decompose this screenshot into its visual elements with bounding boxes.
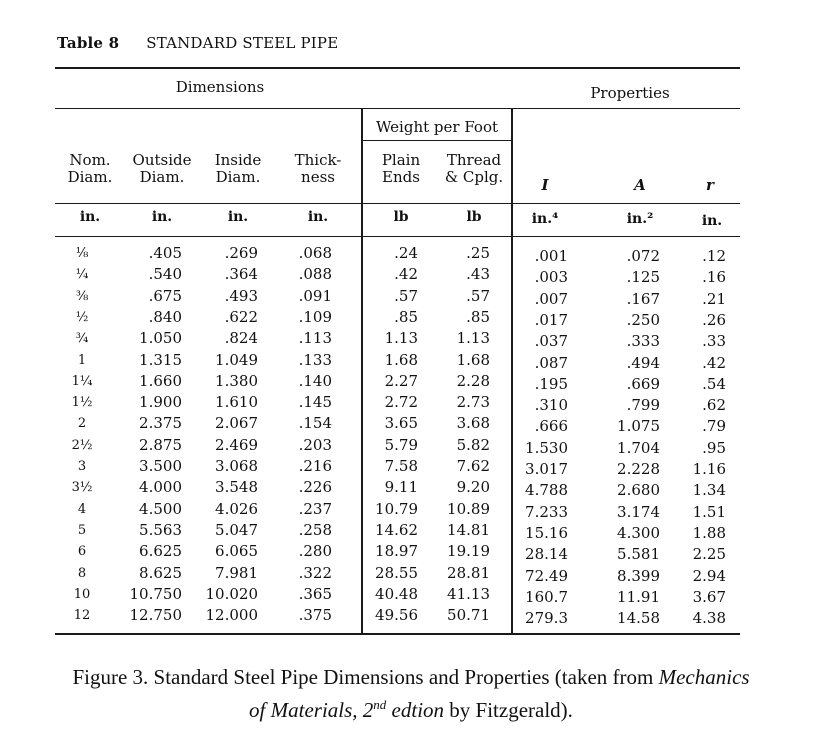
unit-pe: lb xyxy=(393,209,409,225)
cell-nom: ⅛ xyxy=(75,246,89,261)
caption-italic-edition: edtion xyxy=(386,698,445,722)
header-pe-1: Plain xyxy=(381,151,421,169)
cell-I: .001 xyxy=(534,247,568,265)
cell-r: .21 xyxy=(702,289,726,308)
cell-od: 10.750 xyxy=(129,584,182,603)
header-th-2: ness xyxy=(301,168,335,186)
cell-od: 12.750 xyxy=(129,606,182,625)
cell-plain-ends: .85 xyxy=(394,307,418,326)
cell-r: .12 xyxy=(702,247,726,265)
cell-thickness: .237 xyxy=(298,499,332,518)
cell-nom: 12 xyxy=(73,608,91,624)
table-title: STANDARD STEEL PIPE xyxy=(146,34,339,52)
cell-I: .007 xyxy=(534,289,568,308)
cell-thickness: .068 xyxy=(298,244,332,262)
cell-id: .364 xyxy=(224,265,258,284)
cell-thread-cplg: 19.19 xyxy=(447,542,490,561)
cell-A: 4.300 xyxy=(617,523,660,542)
cell-id: 12.000 xyxy=(205,606,258,625)
cell-nom: 2½ xyxy=(71,437,93,453)
cell-od: 5.563 xyxy=(139,520,182,539)
cell-thickness: .203 xyxy=(298,435,332,454)
cell-r: .26 xyxy=(702,310,726,329)
cell-A: .125 xyxy=(626,268,660,287)
cell-id: 2.469 xyxy=(215,435,258,454)
header-outside-diam xyxy=(128,152,196,186)
cell-I: 4.788 xyxy=(525,481,568,500)
cell-thread-cplg: .85 xyxy=(466,307,490,326)
cell-thickness: .154 xyxy=(298,414,332,433)
bottom-rule xyxy=(55,633,740,635)
cell-plain-ends: 28.55 xyxy=(375,563,418,582)
unit-th: in. xyxy=(307,209,329,225)
cell-nom: 10 xyxy=(73,586,91,602)
cell-id: 4.026 xyxy=(215,499,258,518)
cell-id: .622 xyxy=(224,307,258,326)
cell-r: .95 xyxy=(702,438,726,457)
cell-id: 7.981 xyxy=(215,563,258,582)
cell-A: 1.075 xyxy=(617,417,660,436)
cell-I: 28.14 xyxy=(525,545,568,564)
cell-od: .540 xyxy=(148,265,182,284)
header-od-2: Diam. xyxy=(139,168,185,186)
cell-r: 1.51 xyxy=(692,502,726,521)
cell-r: 1.34 xyxy=(692,481,726,500)
group-weight-per-foot: Weight per Foot xyxy=(375,118,499,136)
cell-r: 2.94 xyxy=(692,566,726,585)
cell-I: 160.7 xyxy=(525,587,568,606)
cell-od: 1.315 xyxy=(139,350,182,369)
cell-thread-cplg: 2.73 xyxy=(456,393,490,412)
cell-plain-ends: .24 xyxy=(394,244,418,262)
cell-thread-cplg: .25 xyxy=(466,244,490,262)
caption-suffix: by Fitzgerald). xyxy=(444,698,573,722)
cell-plain-ends: 9.11 xyxy=(384,478,418,497)
weight-left-rule xyxy=(361,108,363,635)
cell-thickness: .375 xyxy=(298,606,332,625)
cell-thread-cplg: 2.28 xyxy=(456,371,490,390)
cell-thickness: .280 xyxy=(298,542,332,561)
cell-od: 8.625 xyxy=(139,563,182,582)
cell-thread-cplg: 7.62 xyxy=(456,457,490,475)
cell-od: 4.500 xyxy=(139,499,182,518)
cell-thread-cplg: 1.68 xyxy=(456,350,490,369)
cell-I: .037 xyxy=(534,332,568,351)
cell-A: 11.91 xyxy=(617,587,660,606)
cell-A: .167 xyxy=(626,289,660,308)
header-id-2: Diam. xyxy=(215,168,261,186)
cell-thread-cplg: 10.89 xyxy=(447,499,490,518)
cell-I: .310 xyxy=(534,396,568,415)
cell-plain-ends: 1.13 xyxy=(384,329,418,348)
cell-thread-cplg: .57 xyxy=(466,286,490,305)
cell-I: .195 xyxy=(534,374,568,393)
table-heading xyxy=(57,34,338,52)
cell-r: .42 xyxy=(702,353,726,372)
cell-nom: 1¼ xyxy=(71,373,93,389)
table-number: Table 8 xyxy=(57,34,120,52)
header-I: I xyxy=(541,176,549,194)
cell-thickness: .113 xyxy=(298,329,332,348)
cell-I: 3.017 xyxy=(525,460,568,478)
cell-nom: 6 xyxy=(77,544,87,560)
cell-A: 14.58 xyxy=(617,609,660,628)
header-bottom-rule xyxy=(55,203,740,204)
cell-od: 4.000 xyxy=(139,478,182,497)
cell-thickness: .365 xyxy=(298,584,332,603)
cell-id: 3.068 xyxy=(215,457,258,475)
cell-id: 3.548 xyxy=(215,478,258,497)
cell-od: 2.875 xyxy=(139,435,182,454)
cell-thickness: .091 xyxy=(298,286,332,305)
cell-nom: 3½ xyxy=(71,480,93,496)
cell-od: 3.500 xyxy=(139,457,182,475)
header-id-1: Inside xyxy=(214,151,262,169)
cell-id: .824 xyxy=(224,329,258,348)
cell-thread-cplg: 3.68 xyxy=(456,414,490,433)
cell-nom: ¾ xyxy=(75,331,89,347)
cell-A: 2.228 xyxy=(617,460,660,478)
cell-r: 4.38 xyxy=(692,609,726,628)
cell-A: 3.174 xyxy=(617,502,660,521)
cell-plain-ends: 2.27 xyxy=(384,371,418,390)
cell-id: 1.049 xyxy=(215,350,258,369)
cell-plain-ends: 2.72 xyxy=(384,393,418,412)
cell-A: .669 xyxy=(626,374,660,393)
header-tc-1: Thread xyxy=(446,151,502,169)
cell-id: 6.065 xyxy=(215,542,258,561)
cell-nom: 4 xyxy=(77,501,87,517)
cell-od: 2.375 xyxy=(139,414,182,433)
header-nom-1: Nom. xyxy=(69,151,111,169)
cell-nom: 1 xyxy=(77,352,87,368)
cell-A: .250 xyxy=(626,310,660,329)
cell-r: 2.25 xyxy=(692,545,726,564)
cell-thickness: .109 xyxy=(298,307,332,326)
cell-thickness: .140 xyxy=(298,371,332,390)
group-rule xyxy=(55,108,740,109)
cell-A: 2.680 xyxy=(617,481,660,500)
cell-I: .666 xyxy=(534,417,568,436)
cell-thickness: .145 xyxy=(298,393,332,412)
cell-thickness: .322 xyxy=(298,563,332,582)
unit-r: in. xyxy=(701,213,723,229)
cell-thread-cplg: 5.82 xyxy=(456,435,490,454)
cell-plain-ends: 14.62 xyxy=(375,520,418,539)
figure-caption xyxy=(0,663,822,724)
cell-od: .840 xyxy=(148,307,182,326)
cell-id: 1.610 xyxy=(215,393,258,412)
cell-nom: 5 xyxy=(77,522,87,538)
cell-r: .62 xyxy=(702,396,726,415)
cell-od: .675 xyxy=(148,286,182,305)
weight-rule xyxy=(362,140,512,141)
cell-od: .405 xyxy=(148,244,182,262)
cell-thickness: .133 xyxy=(298,350,332,369)
cell-nom: 8 xyxy=(77,565,87,581)
unit-tc: lb xyxy=(466,209,482,225)
cell-I: .003 xyxy=(534,268,568,287)
cell-id: 2.067 xyxy=(215,414,258,433)
cell-plain-ends: 1.68 xyxy=(384,350,418,369)
unit-I: in.⁴ xyxy=(531,211,559,227)
cell-id: .269 xyxy=(224,244,258,262)
cell-thread-cplg: 28.81 xyxy=(447,563,490,582)
cell-I: 279.3 xyxy=(525,609,568,628)
cell-r: 1.16 xyxy=(692,460,726,478)
cell-r: 3.67 xyxy=(692,587,726,606)
cell-r: .54 xyxy=(702,374,726,393)
cell-plain-ends: 3.65 xyxy=(384,414,418,433)
cell-id: 5.047 xyxy=(215,520,258,539)
cell-r: .16 xyxy=(702,268,726,287)
cell-plain-ends: 10.79 xyxy=(375,499,418,518)
cell-nom: ⅜ xyxy=(75,288,89,304)
caption-italic-mechanics: Mechanics xyxy=(658,665,750,689)
cell-od: 1.660 xyxy=(139,371,182,390)
cell-plain-ends: .57 xyxy=(394,286,418,305)
cell-thickness: .226 xyxy=(298,478,332,497)
caption-line-2 xyxy=(0,691,822,724)
cell-r: .33 xyxy=(702,332,726,351)
cell-A: .494 xyxy=(626,353,660,372)
caption-prefix: Figure 3. Standard Steel Pipe Dimensions and Properties (taken from xyxy=(72,665,659,689)
cell-nom: 3 xyxy=(77,459,87,474)
cell-thickness: .088 xyxy=(298,265,332,284)
header-od-1: Outside xyxy=(132,151,192,169)
cell-I: 15.16 xyxy=(525,523,568,542)
cell-nom: ¼ xyxy=(75,267,89,283)
cell-I: .017 xyxy=(534,310,568,329)
units-bottom-rule xyxy=(55,236,740,237)
cell-nom: 2 xyxy=(77,416,87,432)
cell-thread-cplg: 1.13 xyxy=(456,329,490,348)
top-rule xyxy=(55,67,740,69)
cell-thread-cplg: 9.20 xyxy=(456,478,490,497)
cell-od: 6.625 xyxy=(139,542,182,561)
group-dimensions: Dimensions xyxy=(175,78,265,96)
cell-thread-cplg: .43 xyxy=(466,265,490,284)
header-thread-cplg xyxy=(440,152,508,186)
cell-id: .493 xyxy=(224,286,258,305)
cell-r: .79 xyxy=(702,417,726,436)
cell-od: 1.050 xyxy=(139,329,182,348)
cell-id: 10.020 xyxy=(205,584,258,603)
header-thickness xyxy=(287,152,349,186)
header-tc-2: & Cplg. xyxy=(444,168,504,186)
cell-thickness: .216 xyxy=(298,457,332,475)
unit-od: in. xyxy=(151,209,173,225)
unit-id: in. xyxy=(227,209,249,225)
cell-plain-ends: 40.48 xyxy=(375,584,418,603)
cell-A: 5.581 xyxy=(617,545,660,564)
cell-thickness: .258 xyxy=(298,520,332,539)
header-A: A xyxy=(634,176,646,194)
caption-line-1 xyxy=(0,663,822,691)
cell-plain-ends: 49.56 xyxy=(375,606,418,625)
header-nom-diam xyxy=(60,152,120,186)
caption-sup: nd xyxy=(373,697,387,712)
header-inside-diam xyxy=(207,152,269,186)
cell-plain-ends: .42 xyxy=(394,265,418,284)
unit-A: in.² xyxy=(626,211,654,227)
caption-italic-materials: of Materials, 2 xyxy=(249,698,374,722)
cell-nom: ½ xyxy=(75,309,89,325)
header-plain-ends xyxy=(370,152,432,186)
cell-I: 72.49 xyxy=(525,566,568,585)
group-properties: Properties xyxy=(590,84,670,102)
cell-I: 1.530 xyxy=(525,438,568,457)
cell-I: .087 xyxy=(534,353,568,372)
cell-A: 8.399 xyxy=(617,566,660,585)
cell-nom: 1½ xyxy=(71,395,93,411)
cell-A: .799 xyxy=(626,396,660,415)
cell-plain-ends: 5.79 xyxy=(384,435,418,454)
header-th-1: Thick- xyxy=(294,151,342,169)
header-nom-2: Diam. xyxy=(67,168,113,186)
cell-thread-cplg: 41.13 xyxy=(447,584,490,603)
cell-plain-ends: 18.97 xyxy=(375,542,418,561)
cell-I: 7.233 xyxy=(525,502,568,521)
cell-id: 1.380 xyxy=(215,371,258,390)
cell-thread-cplg: 14.81 xyxy=(447,520,490,539)
header-r: r xyxy=(706,176,714,194)
cell-A: 1.704 xyxy=(617,438,660,457)
cell-A: .333 xyxy=(626,332,660,351)
cell-A: .072 xyxy=(626,247,660,265)
cell-od: 1.900 xyxy=(139,393,182,412)
cell-r: 1.88 xyxy=(692,523,726,542)
header-pe-2: Ends xyxy=(382,168,420,186)
cell-thread-cplg: 50.71 xyxy=(447,606,490,625)
unit-nom: in. xyxy=(79,209,101,225)
cell-plain-ends: 7.58 xyxy=(384,457,418,475)
